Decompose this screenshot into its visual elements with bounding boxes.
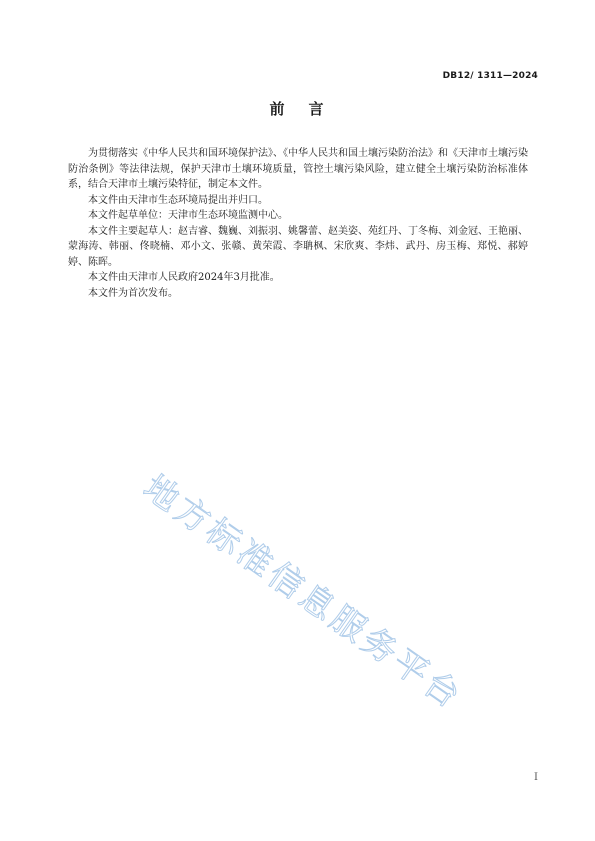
watermark: 地方标准信息服务平台 <box>135 467 471 719</box>
page-number: I <box>534 772 538 783</box>
page-title <box>0 98 595 119</box>
paragraph-drafting-unit: 本文件起草单位：天津市生态环境监测中心。 <box>88 210 288 221</box>
paragraph-purpose: 为贯彻落实《中华人民共和国环境保护法》、《中华人民共和国土壤污染防治法》和《天津市土壤污染防治条例》等法律法规，保护天津市土壤环境质量，管控土壤污染风险，建立健全土壤污染防治标准体系，结合天津市土壤污染特征，制定本文件。 <box>68 148 528 190</box>
preface-body <box>68 146 528 301</box>
paragraph-first-release: 本文件为首次发布。 <box>88 287 178 299</box>
paragraph-approval: 本文件由天津市人民政府2024年3月批准。 <box>88 272 280 283</box>
title-part-1: 前 <box>269 100 287 118</box>
paragraph-proposer: 本文件由天津市生态环境局提出并归口。 <box>88 194 268 206</box>
paragraph-drafters: 本文件主要起草人：赵吉睿、魏巍、刘振羽、姚馨蕾、赵美姿、苑红丹、丁冬梅、刘金冠、王艳丽、蒙海涛、韩丽、佟晓楠、邓小文、张赣、黄荣霞、李聃枫、宋欣爽、李炜、武丹、房玉梅、郑悦、郝婷婷、陈晖。 <box>68 225 528 268</box>
document-code: DB12/ 1311—2024 <box>442 71 538 81</box>
title-part-2: 言 <box>308 100 326 118</box>
